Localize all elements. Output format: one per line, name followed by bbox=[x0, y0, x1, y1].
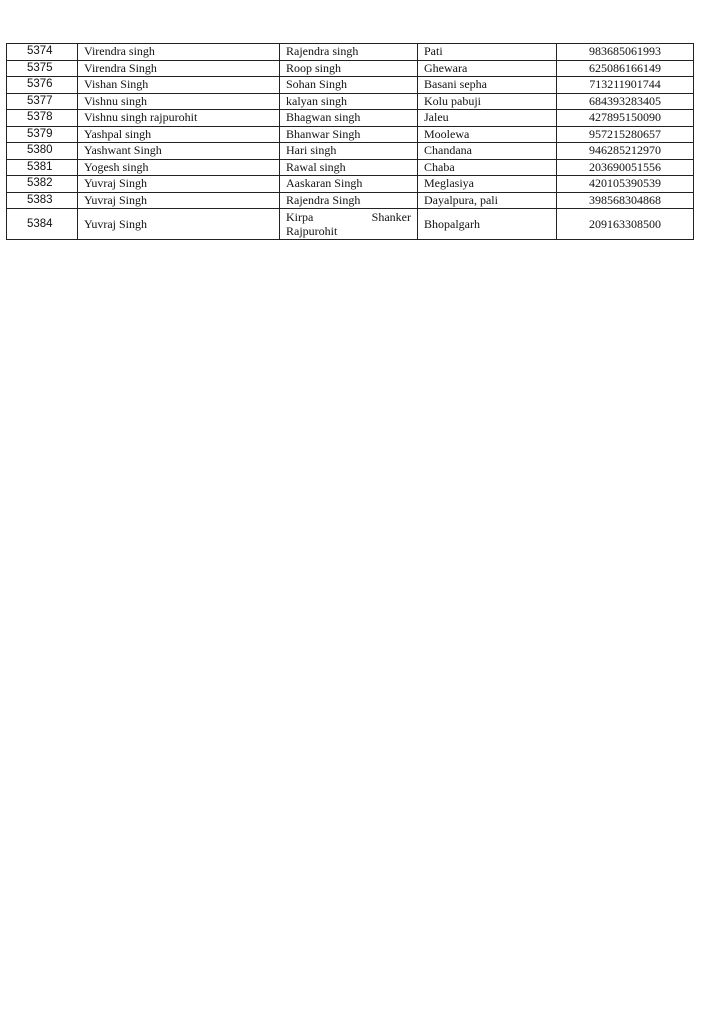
serial-number-cell: 5374 bbox=[7, 44, 78, 61]
records-table bbox=[6, 43, 694, 240]
serial-number-cell: 5382 bbox=[7, 176, 78, 193]
father-name-cell: Roop singh bbox=[280, 60, 418, 77]
name-cell: Yogesh singh bbox=[78, 159, 280, 176]
serial-number-cell: 5383 bbox=[7, 192, 78, 209]
serial-number-cell: 5384 bbox=[7, 209, 78, 240]
id-number-cell: 209163308500 bbox=[557, 209, 694, 240]
name-cell: Vishnu singh rajpurohit bbox=[78, 110, 280, 127]
serial-number-cell: 5379 bbox=[7, 126, 78, 143]
table-row bbox=[7, 60, 694, 77]
father-name-cell: Rajendra Singh bbox=[280, 192, 418, 209]
name-cell: Yashpal singh bbox=[78, 126, 280, 143]
id-number-cell: 684393283405 bbox=[557, 93, 694, 110]
id-number-cell: 625086166149 bbox=[557, 60, 694, 77]
name-cell: Yuvraj Singh bbox=[78, 192, 280, 209]
father-name-cell: kalyan singh bbox=[280, 93, 418, 110]
id-number-cell: 420105390539 bbox=[557, 176, 694, 193]
id-number-cell: 203690051556 bbox=[557, 159, 694, 176]
place-cell: Ghewara bbox=[418, 60, 557, 77]
name-cell: Virendra singh bbox=[78, 44, 280, 61]
place-cell: Chandana bbox=[418, 143, 557, 160]
table-row bbox=[7, 44, 694, 61]
table-row bbox=[7, 176, 694, 193]
table-row bbox=[7, 209, 694, 240]
name-cell: Vishan Singh bbox=[78, 77, 280, 94]
place-cell: Moolewa bbox=[418, 126, 557, 143]
father-name-cell: Bhagwan singh bbox=[280, 110, 418, 127]
father-name-cell: Rawal singh bbox=[280, 159, 418, 176]
place-cell: Kolu pabuji bbox=[418, 93, 557, 110]
name-cell: Yuvraj Singh bbox=[78, 176, 280, 193]
father-name-cell: Hari singh bbox=[280, 143, 418, 160]
name-cell: Vishnu singh bbox=[78, 93, 280, 110]
id-number-cell: 713211901744 bbox=[557, 77, 694, 94]
father-name-cell bbox=[280, 209, 418, 240]
father-name-line-2: Rajpurohit bbox=[286, 224, 338, 238]
id-number-cell: 398568304868 bbox=[557, 192, 694, 209]
name-cell: Yuvraj Singh bbox=[78, 209, 280, 240]
serial-number-cell: 5381 bbox=[7, 159, 78, 176]
place-cell: Meglasiya bbox=[418, 176, 557, 193]
id-number-cell: 983685061993 bbox=[557, 44, 694, 61]
table-row bbox=[7, 159, 694, 176]
name-cell: Yashwant Singh bbox=[78, 143, 280, 160]
id-number-cell: 946285212970 bbox=[557, 143, 694, 160]
id-number-cell: 957215280657 bbox=[557, 126, 694, 143]
table-row bbox=[7, 93, 694, 110]
father-name-cell: Rajendra singh bbox=[280, 44, 418, 61]
place-cell: Pati bbox=[418, 44, 557, 61]
table-row bbox=[7, 126, 694, 143]
name-cell: Virendra Singh bbox=[78, 60, 280, 77]
table-row bbox=[7, 77, 694, 94]
place-cell: Chaba bbox=[418, 159, 557, 176]
place-cell: Bhopalgarh bbox=[418, 209, 557, 240]
father-name-cell: Bhanwar Singh bbox=[280, 126, 418, 143]
father-name-cell: Aaskaran Singh bbox=[280, 176, 418, 193]
serial-number-cell: 5377 bbox=[7, 93, 78, 110]
place-cell: Jaleu bbox=[418, 110, 557, 127]
father-name-word: Shanker bbox=[371, 210, 411, 224]
id-number-cell: 427895150090 bbox=[557, 110, 694, 127]
father-name-word: Kirpa bbox=[286, 210, 314, 224]
table-row bbox=[7, 192, 694, 209]
place-cell: Basani sepha bbox=[418, 77, 557, 94]
serial-number-cell: 5375 bbox=[7, 60, 78, 77]
table-row bbox=[7, 110, 694, 127]
serial-number-cell: 5380 bbox=[7, 143, 78, 160]
place-cell: Dayalpura, pali bbox=[418, 192, 557, 209]
serial-number-cell: 5376 bbox=[7, 77, 78, 94]
father-name-line-1 bbox=[286, 210, 411, 224]
father-name-cell: Sohan Singh bbox=[280, 77, 418, 94]
table-row bbox=[7, 143, 694, 160]
serial-number-cell: 5378 bbox=[7, 110, 78, 127]
